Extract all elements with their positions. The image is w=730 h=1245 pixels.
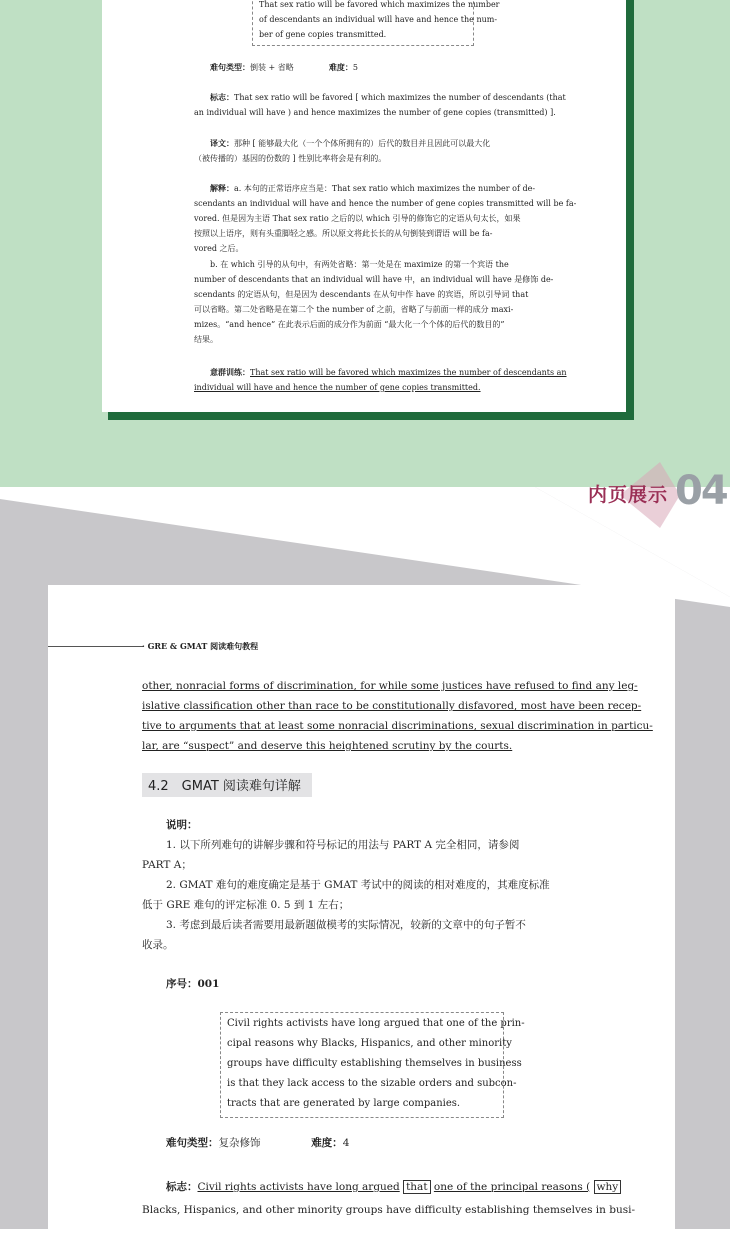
difficulty-value: 5 <box>352 63 358 72</box>
paragraph-line: tive to arguments that at least some nonracial discriminations, sexual discrimination in particu- <box>142 720 653 732</box>
marker-row <box>166 1177 621 1197</box>
note-line: 2. GMAT 难句的难度确定是基于 GMAT 考试中的阅读的相对难度的，其难度标准 <box>166 879 550 891</box>
marker-text: That sex ratio will be favored [ which maximizes the number of descendants (that <box>234 93 566 102</box>
explain-text: a. 本句的正常语序应当是：That sex ratio which maximizes the number of de- <box>234 184 536 193</box>
explain-line: 按照以上语序，则有头重脚轻之感。所以原文将此长长的从句倒装到谓语 will be fa- <box>194 229 493 238</box>
type-row <box>210 60 358 75</box>
marker-that-boxed: that <box>403 1180 430 1194</box>
paragraph-line: islative classification other than race to be constitutionally disfavored, most have been recep- <box>142 700 642 712</box>
serial-label: 序号： <box>166 978 198 990</box>
example-box-line: cipal reasons why Blacks, Hispanics, and other minority <box>227 1038 512 1049</box>
explain-line: 结果。 <box>194 335 218 344</box>
type-label: 难句类型： <box>210 62 250 72</box>
note-line: 1. 以下所列难句的讲解步骤和符号标记的用法与 PART A 完全相同，请参阅 <box>166 839 520 851</box>
example-box-line: is that they lack access to the sizable orders and subcon- <box>227 1078 517 1089</box>
practice-label: 意群训练： <box>210 367 250 377</box>
example-box-line: ber of gene copies transmitted. <box>259 30 387 39</box>
example-box-line: of descendants an individual will have and hence the num- <box>259 15 498 24</box>
difficulty-label: 难度： <box>328 62 353 72</box>
type-row <box>166 1133 349 1153</box>
marker-reasons: one of the principal reasons ( <box>433 1181 591 1193</box>
example-box-line: Civil rights activists have long argued that one of the prin- <box>227 1018 525 1029</box>
type-value: 复杂修饰 <box>218 1137 261 1149</box>
explain-line: scendants 的定语从句，但是因为 descendants 在从句中作 have 的宾语，所以引导词 that <box>194 290 529 299</box>
type-value: 倒装 + 省略 <box>250 63 294 72</box>
translation-line: （被传播的）基因的份数的 ] 性别比率将会是有利的。 <box>194 154 387 163</box>
marker-label: 标志： <box>166 1181 198 1193</box>
note-line: 3. 考虑到最后读者需要用最新题做模考的实际情况，较新的文章中的句子暂不 <box>166 919 526 931</box>
translation-text: 那种 [ 能够最大化（一个个体所拥有的）后代的数目并且因此可以最大化 <box>234 139 491 148</box>
difficulty-label: 难度： <box>311 1137 343 1149</box>
practice-line: individual will have and hence the number of gene copies transmitted. <box>194 383 481 392</box>
practice-row <box>210 365 567 380</box>
marker-row <box>210 90 566 105</box>
bottom-page-card <box>48 585 675 1245</box>
top-page-card <box>102 0 626 412</box>
paragraph-line: other, nonracial forms of discrimination, for while some justices have refused to find any leg- <box>142 680 638 692</box>
section-title: 4.2 GMAT 阅读难句详解 <box>148 779 301 794</box>
explain-line: b. 在 which 引导的从句中，有两处省略：第一处是在 maximize 的第一个宾语 the <box>210 260 509 269</box>
explain-line: number of descendants that an individual will have 中，an individual will have 是修饰 de- <box>194 275 554 284</box>
explain-line: scendants an individual will have and hence the number of gene copies transmitted will be fa- <box>194 199 577 208</box>
explain-line: vored 之后。 <box>194 244 244 253</box>
serial-value: 001 <box>197 978 220 990</box>
note-line: PART A； <box>142 859 192 871</box>
marker-line: Blacks, Hispanics, and other minority groups have difficulty establishing themselves in busi- <box>142 1204 636 1216</box>
section-badge-title: 内页展示 <box>588 484 669 506</box>
paragraph-line: lar, are “suspect” and deserve this heightened scrutiny by the courts. <box>142 740 513 752</box>
difficulty-value: 4 <box>342 1137 350 1149</box>
note-line: 低于 GRE 难句的评定标准 0. 5 到 1 左右； <box>142 899 350 911</box>
practice-text: That sex ratio will be favored which maximizes the number of descendants an <box>250 368 567 377</box>
translation-label: 译文： <box>210 138 234 148</box>
example-box-line: That sex ratio will be favored which maximizes the number <box>259 0 500 9</box>
explain-line: mizes。“and hence” 在此表示后面的成分作为前面 “最大化一个个体的后代的数目的” <box>194 320 505 329</box>
explain-label: 解释： <box>210 183 234 193</box>
section-badge-number: 04 <box>675 468 727 514</box>
note-line: 收录。 <box>142 939 174 951</box>
marker-line: an individual will have ) and hence maximizes the number of gene copies (transmitted) ]. <box>194 108 556 117</box>
example-box-line: tracts that are generated by large companies. <box>227 1098 461 1109</box>
explain-row <box>210 181 535 196</box>
marker-label: 标志： <box>210 92 234 102</box>
running-header: · GRE & GMAT 阅读难句教程 <box>142 641 259 651</box>
explain-line: 可以省略。第二处省略是在第二个 the number of 之前，省略了与前面一样的成分 maxi- <box>194 305 514 314</box>
note-label: 说明： <box>166 819 198 831</box>
translation-row <box>210 136 490 151</box>
type-label: 难句类型： <box>166 1137 219 1149</box>
explain-line: vored. 但是因为主语 That sex ratio 之后的以 which 引导的修饰它的定语从句太长，如果 <box>194 214 521 223</box>
marker-why-boxed: why <box>594 1180 622 1194</box>
example-box-line: groups have difficulty establishing themselves in business <box>227 1058 522 1069</box>
header-rule <box>48 646 143 647</box>
serial-row <box>166 974 219 994</box>
marker-main: Civil rights activists have long argued <box>197 1181 400 1193</box>
